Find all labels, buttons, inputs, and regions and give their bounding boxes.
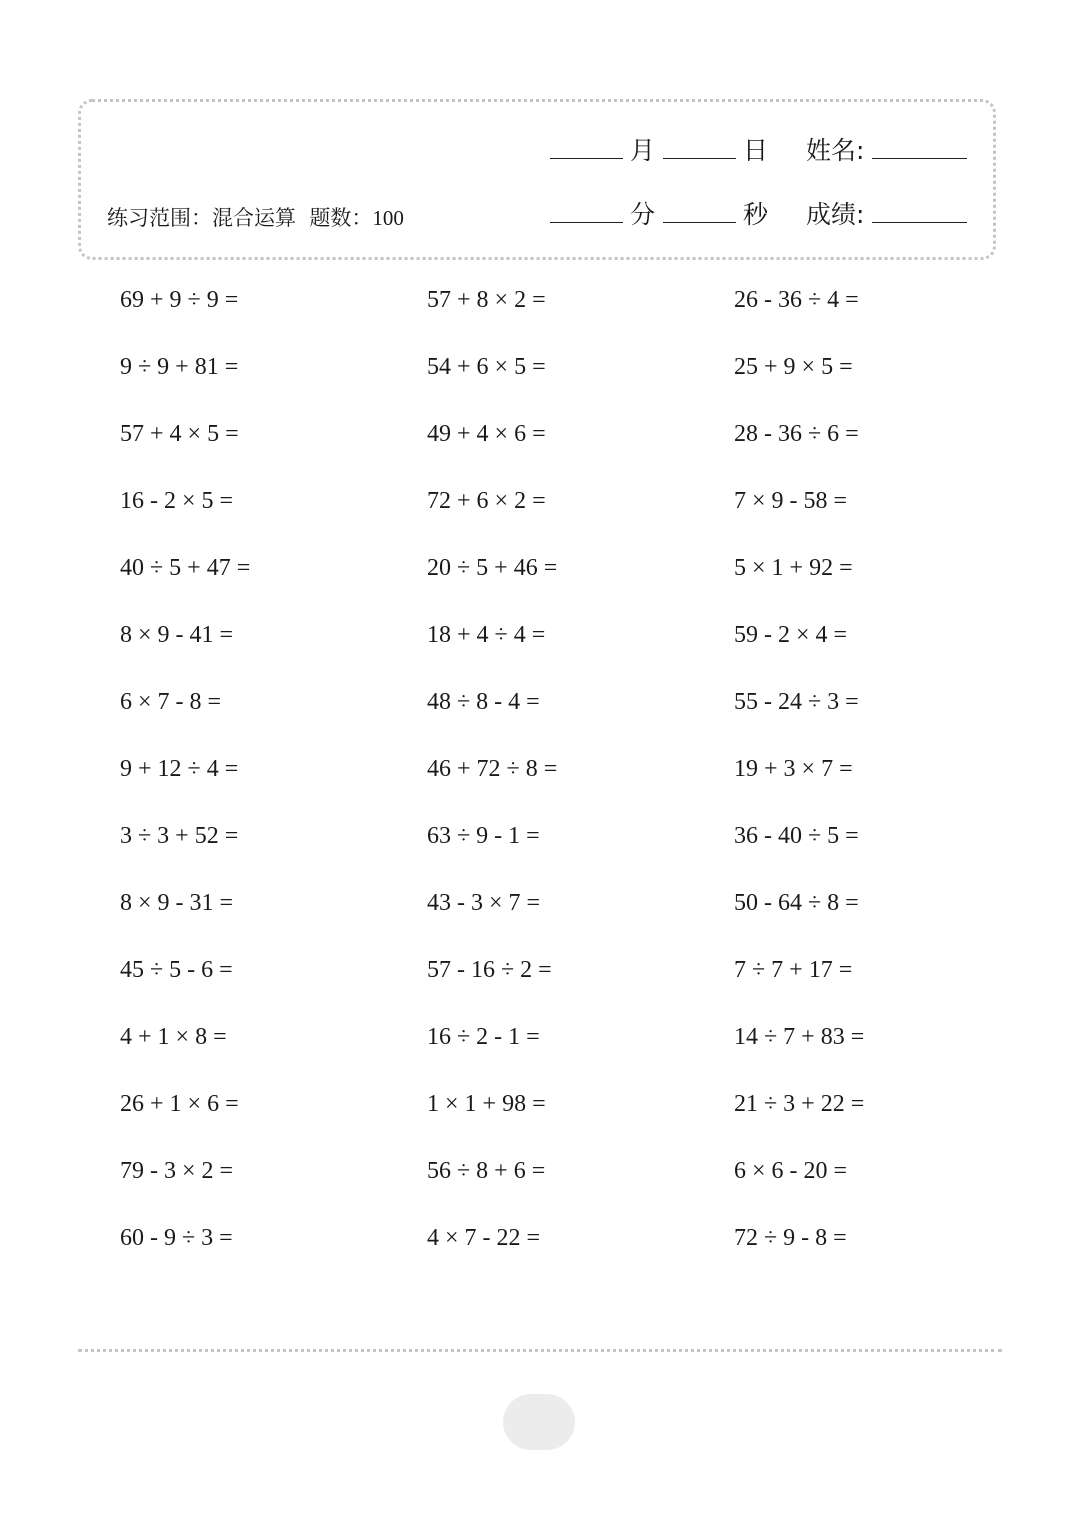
problem-1-12: 4 + 1 × 8 = bbox=[120, 1024, 227, 1050]
problem-1-14: 79 - 3 × 2 = bbox=[120, 1158, 234, 1184]
problem-1-3: 57 + 4 × 5 = bbox=[120, 421, 239, 447]
problem-1-13: 26 + 1 × 6 = bbox=[120, 1091, 239, 1117]
problem-2-10: 43 - 3 × 7 = bbox=[427, 890, 541, 916]
problem-3-8: 19 + 3 × 7 = bbox=[734, 756, 853, 782]
problem-3-5: 5 × 1 + 92 = bbox=[734, 555, 853, 581]
problem-3-2: 25 + 9 × 5 = bbox=[734, 354, 853, 380]
practice-range bbox=[107, 202, 404, 232]
problem-2-2: 54 + 6 × 5 = bbox=[427, 354, 546, 380]
problem-1-8: 9 + 12 ÷ 4 = bbox=[120, 756, 239, 782]
problem-3-10: 50 - 64 ÷ 8 = bbox=[734, 890, 859, 916]
problem-2-4: 72 + 6 × 2 = bbox=[427, 488, 546, 514]
problem-3-15: 72 ÷ 9 - 8 = bbox=[734, 1225, 847, 1251]
problem-3-6: 59 - 2 × 4 = bbox=[734, 622, 848, 648]
name-label: 姓名: bbox=[806, 136, 865, 165]
header-box bbox=[78, 99, 996, 260]
month-label: 月 bbox=[630, 136, 656, 165]
minute-blank[interactable] bbox=[550, 222, 623, 223]
problem-3-9: 36 - 40 ÷ 5 = bbox=[734, 823, 859, 849]
problem-2-1: 57 + 8 × 2 = bbox=[427, 287, 546, 313]
problem-3-14: 6 × 6 - 20 = bbox=[734, 1158, 848, 1184]
problem-3-11: 7 ÷ 7 + 17 = bbox=[734, 957, 853, 983]
problem-1-9: 3 ÷ 3 + 52 = bbox=[120, 823, 239, 849]
problem-3-13: 21 ÷ 3 + 22 = bbox=[734, 1091, 865, 1117]
footer-divider bbox=[78, 1349, 1002, 1352]
day-label: 日 bbox=[743, 136, 769, 165]
problem-2-8: 46 + 72 ÷ 8 = bbox=[427, 756, 558, 782]
problem-2-3: 49 + 4 × 6 = bbox=[427, 421, 546, 447]
problem-1-2: 9 ÷ 9 + 81 = bbox=[120, 354, 239, 380]
problem-2-14: 56 ÷ 8 + 6 = bbox=[427, 1158, 546, 1184]
problem-count: 100 bbox=[372, 206, 404, 230]
problem-2-15: 4 × 7 - 22 = bbox=[427, 1225, 541, 1251]
second-label: 秒 bbox=[743, 200, 769, 229]
problem-3-7: 55 - 24 ÷ 3 = bbox=[734, 689, 859, 715]
problem-1-11: 45 ÷ 5 - 6 = bbox=[120, 957, 233, 983]
problem-3-12: 14 ÷ 7 + 83 = bbox=[734, 1024, 865, 1050]
problem-2-11: 57 - 16 ÷ 2 = bbox=[427, 957, 552, 983]
problem-2-7: 48 ÷ 8 - 4 = bbox=[427, 689, 540, 715]
problem-1-7: 6 × 7 - 8 = bbox=[120, 689, 222, 715]
score-label: 成绩: bbox=[806, 200, 865, 229]
month-blank[interactable] bbox=[550, 158, 623, 159]
score-blank[interactable] bbox=[872, 222, 967, 223]
problem-1-15: 60 - 9 ÷ 3 = bbox=[120, 1225, 233, 1251]
name-blank[interactable] bbox=[872, 158, 967, 159]
problem-1-6: 8 × 9 - 41 = bbox=[120, 622, 234, 648]
problem-1-1: 69 + 9 ÷ 9 = bbox=[120, 287, 239, 313]
problem-1-4: 16 - 2 × 5 = bbox=[120, 488, 234, 514]
minute-label: 分 bbox=[630, 200, 656, 229]
problem-2-5: 20 ÷ 5 + 46 = bbox=[427, 555, 558, 581]
problem-1-10: 8 × 9 - 31 = bbox=[120, 890, 234, 916]
day-blank[interactable] bbox=[663, 158, 736, 159]
range-label: 练习范围：混合运算 题数： bbox=[107, 206, 373, 230]
page-indicator bbox=[503, 1394, 575, 1450]
problem-3-4: 7 × 9 - 58 = bbox=[734, 488, 848, 514]
problem-2-6: 18 + 4 ÷ 4 = bbox=[427, 622, 546, 648]
problem-3-1: 26 - 36 ÷ 4 = bbox=[734, 287, 859, 313]
problem-2-13: 1 × 1 + 98 = bbox=[427, 1091, 546, 1117]
second-blank[interactable] bbox=[663, 222, 736, 223]
problem-2-9: 63 ÷ 9 - 1 = bbox=[427, 823, 540, 849]
problem-2-12: 16 ÷ 2 - 1 = bbox=[427, 1024, 540, 1050]
problem-3-3: 28 - 36 ÷ 6 = bbox=[734, 421, 859, 447]
problem-1-5: 40 ÷ 5 + 47 = bbox=[120, 555, 251, 581]
